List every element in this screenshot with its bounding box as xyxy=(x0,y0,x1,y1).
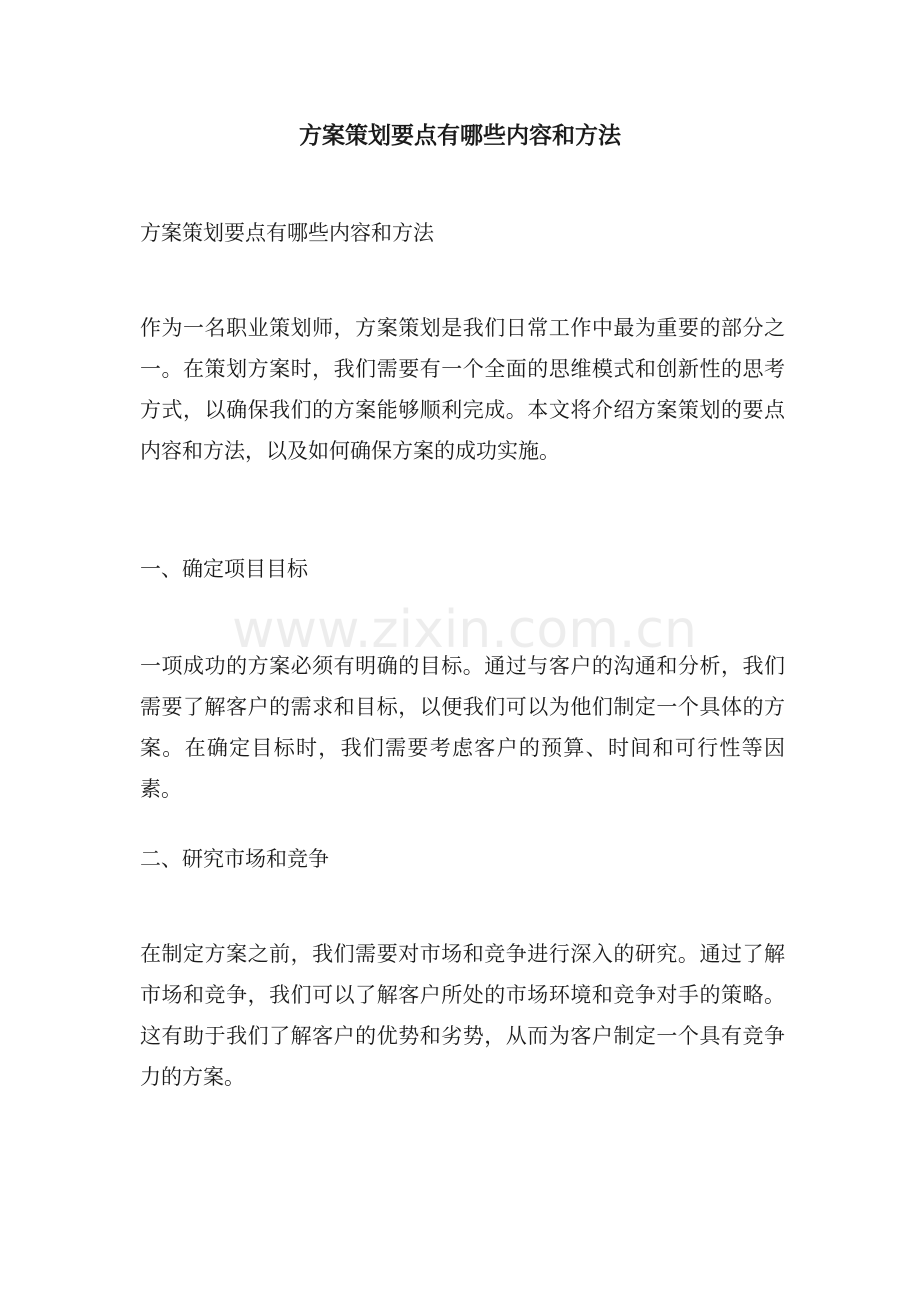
watermark: www.zixin.com.cn xyxy=(232,600,697,660)
document-subtitle: 方案策划要点有哪些内容和方法 xyxy=(140,221,434,245)
document-title: 方案策划要点有哪些内容和方法 xyxy=(299,122,621,149)
section-heading-2: 二、研究市场和竞争 xyxy=(140,847,329,871)
section-body-2: 在制定方案之前，我们需要对市场和竞争进行深入的研究。通过了解市场和竞争，我们可以了解客户所处的市场环境和竞争对手的策略。这有助于我们了解客户的优势和劣势，从而为客户制定一个具有竞争力的方案。 xyxy=(140,942,785,1089)
section-heading-1: 一、确定项目目标 xyxy=(140,557,308,581)
section-body-1: 一项成功的方案必须有明确的目标。通过与客户的沟通和分析，我们需要了解客户的需求和目标，以便我们可以为他们制定一个具体的方案。在确定目标时，我们需要考虑客户的预算、时间和可行性等因素。 xyxy=(140,654,785,801)
intro-paragraph: 作为一名职业策划师，方案策划是我们日常工作中最为重要的部分之一。在策划方案时，我们需要有一个全面的思维模式和创新性的思考方式，以确保我们的方案能够顺利完成。本文将介绍方案策划的要点内容和方法，以及如何确保方案的成功实施。 xyxy=(140,316,785,463)
